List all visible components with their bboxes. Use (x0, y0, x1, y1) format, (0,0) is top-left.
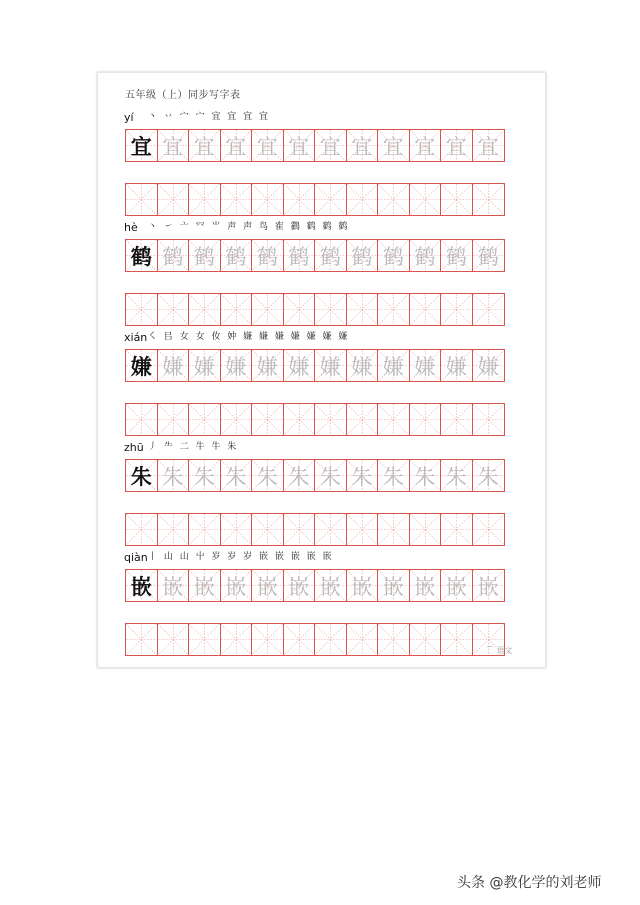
trace-cell (221, 130, 253, 161)
empty-cell (410, 294, 442, 325)
empty-cell (378, 404, 410, 435)
trace-cell (252, 240, 284, 271)
trace-cell (410, 130, 442, 161)
trace-cell (441, 570, 473, 601)
empty-cell (441, 184, 473, 215)
trace-cell (441, 460, 473, 491)
empty-cell (284, 514, 316, 545)
trace-cell (347, 460, 379, 491)
trace-character: 朱 (193, 464, 215, 489)
trace-cell (410, 570, 442, 601)
trace-character: 宜 (382, 134, 404, 159)
trace-character: 嵌 (162, 574, 184, 599)
empty-cell (441, 624, 473, 655)
empty-cell (221, 404, 253, 435)
trace-character: 嫌 (319, 354, 341, 379)
empty-cell (221, 514, 253, 545)
empty-cell (410, 404, 442, 435)
model-character: 鹤 (130, 243, 152, 269)
trace-character: 嫌 (193, 354, 215, 379)
empty-cell (221, 294, 253, 325)
writing-sheet (97, 72, 546, 668)
trace-character: 朱 (351, 464, 373, 489)
empty-cell (189, 514, 221, 545)
trace-cell (441, 240, 473, 271)
empty-cell (221, 184, 253, 215)
empty-cell (473, 404, 505, 435)
inner-watermark: ⌒ 语文 (486, 646, 513, 655)
pinyin-label: yí (124, 111, 134, 124)
trace-character: 朱 (477, 464, 499, 489)
trace-cell (378, 350, 410, 381)
pinyin-label: qiàn (124, 551, 148, 564)
trace-character: 宜 (288, 134, 310, 159)
trace-character: 嵌 (288, 574, 310, 599)
empty-cell (410, 514, 442, 545)
trace-cell (158, 350, 190, 381)
model-cell (126, 350, 158, 381)
trace-cell (221, 240, 253, 271)
trace-character: 朱 (414, 464, 436, 489)
trace-cell (252, 570, 284, 601)
empty-cell (126, 624, 158, 655)
trace-character: 嫌 (382, 354, 404, 379)
empty-cell (252, 624, 284, 655)
model-cell (126, 570, 158, 601)
trace-cell (347, 350, 379, 381)
trace-character: 嫌 (351, 354, 373, 379)
trace-character: 鹤 (225, 244, 247, 269)
stroke-order: 丶 丷 宀 宀 宜 宜 宜 宜 (148, 112, 271, 122)
empty-cell (410, 184, 442, 215)
empty-cell (126, 184, 158, 215)
model-cell (126, 240, 158, 271)
model-cell (126, 130, 158, 161)
trace-row (125, 239, 505, 272)
trace-cell (189, 240, 221, 271)
trace-cell (315, 350, 347, 381)
trace-character: 鹤 (445, 244, 467, 269)
empty-cell (378, 294, 410, 325)
trace-character: 鹤 (256, 244, 278, 269)
trace-character: 嵌 (414, 574, 436, 599)
empty-cell (158, 404, 190, 435)
trace-cell (284, 460, 316, 491)
empty-cell (347, 624, 379, 655)
trace-cell (473, 240, 505, 271)
trace-cell (252, 350, 284, 381)
empty-cell (378, 184, 410, 215)
trace-cell (284, 240, 316, 271)
stroke-order: 丶 ㇀ 亠 㓁 ⺌ 声 声 鸟 隺 鸖 鹤 鹤 鹤 (148, 222, 350, 232)
model-character: 宜 (130, 133, 152, 159)
empty-cell (410, 624, 442, 655)
trace-cell (410, 240, 442, 271)
trace-cell (347, 570, 379, 601)
pinyin-label: xián (124, 331, 148, 344)
trace-cell (158, 570, 190, 601)
empty-cell (315, 184, 347, 215)
empty-practice-row (125, 513, 505, 546)
empty-cell (441, 404, 473, 435)
empty-cell (315, 294, 347, 325)
trace-cell (189, 570, 221, 601)
empty-practice-row (125, 623, 505, 656)
trace-cell (473, 570, 505, 601)
trace-character: 嵌 (193, 574, 215, 599)
empty-cell (315, 514, 347, 545)
empty-cell (158, 294, 190, 325)
pinyin-label: zhū (124, 441, 144, 454)
empty-cell (189, 184, 221, 215)
trace-character: 宜 (477, 134, 499, 159)
trace-character: 宜 (225, 134, 247, 159)
trace-character: 宜 (351, 134, 373, 159)
trace-character: 鹤 (193, 244, 215, 269)
trace-character: 朱 (225, 464, 247, 489)
empty-cell (126, 514, 158, 545)
trace-character: 嫌 (162, 354, 184, 379)
toutiao-watermark: 头条 @教化学的刘老师 (457, 875, 602, 891)
trace-character: 嫌 (225, 354, 247, 379)
trace-character: 朱 (256, 464, 278, 489)
trace-cell (315, 130, 347, 161)
trace-cell (189, 130, 221, 161)
empty-cell (378, 514, 410, 545)
trace-character: 朱 (288, 464, 310, 489)
trace-cell (189, 460, 221, 491)
trace-cell (189, 350, 221, 381)
empty-cell (252, 184, 284, 215)
trace-cell (473, 350, 505, 381)
empty-cell (473, 184, 505, 215)
empty-cell (473, 514, 505, 545)
trace-cell (315, 570, 347, 601)
trace-character: 嫌 (414, 354, 436, 379)
empty-cell (347, 184, 379, 215)
trace-character: 宜 (414, 134, 436, 159)
empty-cell (252, 294, 284, 325)
trace-character: 鹤 (288, 244, 310, 269)
trace-cell (221, 460, 253, 491)
trace-character: 嫌 (288, 354, 310, 379)
trace-cell (378, 570, 410, 601)
model-character: 朱 (130, 463, 152, 489)
trace-cell (378, 240, 410, 271)
trace-character: 嵌 (382, 574, 404, 599)
trace-character: 嫌 (256, 354, 278, 379)
empty-cell (189, 294, 221, 325)
trace-cell (158, 130, 190, 161)
trace-cell (378, 130, 410, 161)
trace-character: 宜 (445, 134, 467, 159)
trace-cell (284, 570, 316, 601)
empty-cell (441, 514, 473, 545)
trace-character: 鹤 (162, 244, 184, 269)
trace-cell (252, 460, 284, 491)
empty-cell (158, 624, 190, 655)
trace-cell (378, 460, 410, 491)
model-character: 嵌 (130, 573, 152, 599)
trace-character: 朱 (382, 464, 404, 489)
empty-cell (347, 294, 379, 325)
empty-practice-row (125, 183, 505, 216)
empty-cell (315, 624, 347, 655)
empty-cell (284, 294, 316, 325)
trace-character: 嵌 (477, 574, 499, 599)
trace-cell (441, 130, 473, 161)
trace-cell (158, 240, 190, 271)
trace-cell (221, 350, 253, 381)
empty-cell (252, 514, 284, 545)
trace-character: 嵌 (351, 574, 373, 599)
trace-character: 鹤 (382, 244, 404, 269)
trace-cell (410, 460, 442, 491)
trace-cell (221, 570, 253, 601)
trace-row (125, 569, 505, 602)
trace-cell (347, 240, 379, 271)
empty-practice-row (125, 293, 505, 326)
empty-cell (378, 624, 410, 655)
trace-character: 嵌 (256, 574, 278, 599)
trace-character: 鹤 (414, 244, 436, 269)
empty-cell (284, 184, 316, 215)
trace-character: 鹤 (477, 244, 499, 269)
empty-cell (347, 514, 379, 545)
trace-character: 鹤 (319, 244, 341, 269)
stroke-order: 丨 山 山 屮 岁 岁 岁 嵌 嵌 嵌 嵌 嵌 (148, 552, 334, 562)
trace-cell (473, 460, 505, 491)
trace-cell (158, 460, 190, 491)
trace-row (125, 459, 505, 492)
trace-row (125, 129, 505, 162)
trace-cell (473, 130, 505, 161)
empty-cell (284, 404, 316, 435)
model-character: 嫌 (130, 353, 152, 379)
trace-character: 嫌 (477, 354, 499, 379)
trace-character: 朱 (445, 464, 467, 489)
trace-cell (284, 130, 316, 161)
empty-cell (473, 294, 505, 325)
trace-character: 宜 (319, 134, 341, 159)
empty-cell (158, 184, 190, 215)
stroke-order: ㇛ 㠯 女 女 㚢 妕 嫌 嫌 嫌 嫌 嫌 嫌 嫌 (148, 332, 350, 342)
trace-character: 朱 (162, 464, 184, 489)
trace-cell (347, 130, 379, 161)
trace-cell (315, 460, 347, 491)
trace-character: 鹤 (351, 244, 373, 269)
empty-cell (158, 514, 190, 545)
empty-cell (189, 404, 221, 435)
pinyin-label: hè (124, 221, 138, 234)
empty-cell (189, 624, 221, 655)
trace-character: 朱 (319, 464, 341, 489)
trace-character: 嵌 (319, 574, 341, 599)
empty-cell (252, 404, 284, 435)
empty-cell (221, 624, 253, 655)
trace-character: 嫌 (445, 354, 467, 379)
trace-character: 嵌 (445, 574, 467, 599)
trace-cell (410, 350, 442, 381)
empty-practice-row (125, 403, 505, 436)
empty-cell (284, 624, 316, 655)
trace-cell (315, 240, 347, 271)
trace-cell (284, 350, 316, 381)
trace-character: 宜 (193, 134, 215, 159)
sheet-title: 五年级（上）同步写字表 (125, 90, 241, 101)
model-cell (126, 460, 158, 491)
trace-cell (441, 350, 473, 381)
trace-row (125, 349, 505, 382)
empty-cell (347, 404, 379, 435)
trace-character: 宜 (256, 134, 278, 159)
empty-cell (126, 294, 158, 325)
stroke-order: 丿 ⺧ 二 牛 牛 朱 (148, 442, 239, 452)
trace-character: 嵌 (225, 574, 247, 599)
empty-cell (315, 404, 347, 435)
empty-cell (441, 294, 473, 325)
trace-character: 宜 (162, 134, 184, 159)
empty-cell (126, 404, 158, 435)
trace-cell (252, 130, 284, 161)
